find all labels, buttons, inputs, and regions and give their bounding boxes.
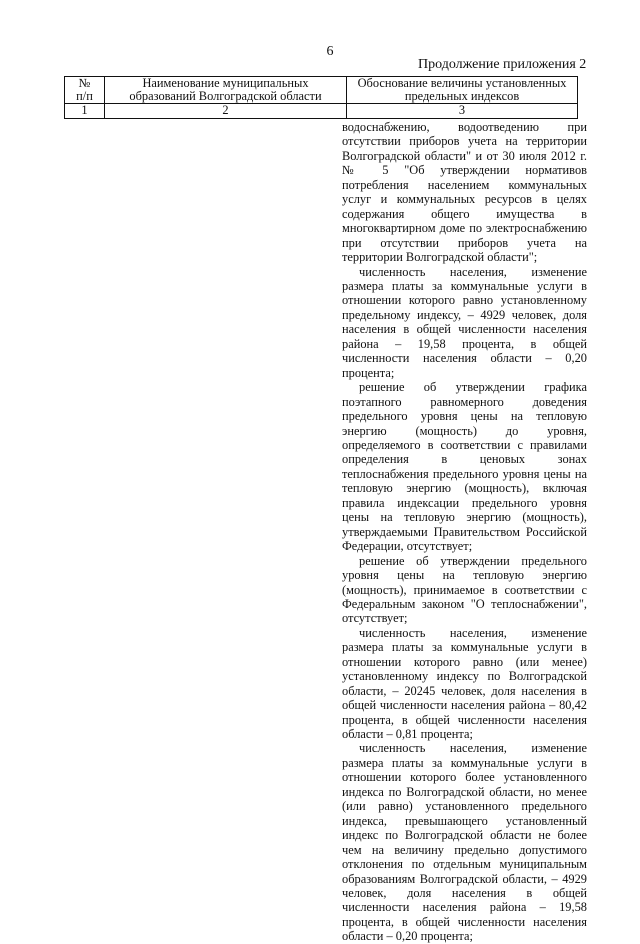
header-municipality-line-1: Наименование муниципальных: [142, 76, 309, 90]
justification-paragraph: численность населения, изменение размера платы за коммунальные услуги в отношении которого более установленного индекса по Волгоградской области, но менее (или равно) установленного предельного индекса, превышающего установленный индекс по Волгоградской области не более чем на величину предельно допустимого отклонения по отдельным муниципальным образованиям Волгоградской области, – 4929 человек, доля населения в общей численности населения района – 19,58 процента, в общей численности населения области – 0,20 процента;: [342, 741, 587, 944]
justification-text-column: [342, 120, 587, 944]
appendix-continuation-note: Продолжение приложения 2: [418, 57, 587, 72]
header-municipality-name: [105, 77, 347, 104]
column-number-row: [65, 104, 578, 119]
header-justification-line-2: предельных индексов: [404, 89, 520, 103]
header-number-line-1: №: [78, 76, 91, 90]
header-justification-line-1: Обоснование величины установленных: [357, 76, 567, 90]
table-header-row: [65, 77, 578, 104]
justification-paragraph: решение об утверждении графика поэтапного равномерного доведения предельного уровня цены на тепловую энергию (мощность) до уровня, определяемого в соответствии с правилами определения в ценовых зонах теплоснабжения предельного уровня цены на тепловую энергию (мощность), включая правила индексации предельного уровня цены на тепловую энергию (мощность), утверждаемыми Правительством Российской Федерации, отсутствует;: [342, 380, 587, 554]
column-number-1: 1: [65, 104, 105, 119]
appendix-table-header: [64, 76, 578, 119]
justification-paragraph: численность населения, изменение размера платы за коммунальные услуги в отношении которого равно установленному предельному индексу, – 4929 человек, доля населения в общей численности населения района – 19,58 процента, в общей численности населения области – 0,20 процента;: [342, 264, 587, 380]
header-number-line-2: п/п: [76, 89, 93, 103]
justification-paragraph: водоснабжению, водоотведению при отсутствии приборов учета на территории Волгоградской области" и от 30 июля 2012 г. № 5 "Об утверждении нормативов потребления населением коммунальных услуг и коммунальных ресурсов в целях содержания общего имущества в многоквартирном доме по электроснабжению при отсутствии приборов учета на территории Волгоградской области";: [342, 120, 587, 265]
header-number: [65, 77, 105, 104]
column-number-2: 2: [105, 104, 347, 119]
header-justification: [347, 77, 578, 104]
header-municipality-line-2: образований Волгоградской области: [129, 89, 322, 103]
page-number: 6: [326, 44, 334, 59]
justification-paragraph: решение об утверждении предельного уровня цены на тепловую энергию (мощность), принимаемое в соответствии с Федеральным законом "О теплоснабжении", отсутствует;: [342, 553, 587, 626]
column-number-3: 3: [347, 104, 578, 119]
justification-paragraph: численность населения, изменение размера платы за коммунальные услуги в отношении которого равно (или менее) установленному индексу по Волгоградской области, – 20245 человек, доля населения в общей численности населения района – 80,42 процента, в общей численности населения области – 0,81 процента;: [342, 625, 587, 742]
